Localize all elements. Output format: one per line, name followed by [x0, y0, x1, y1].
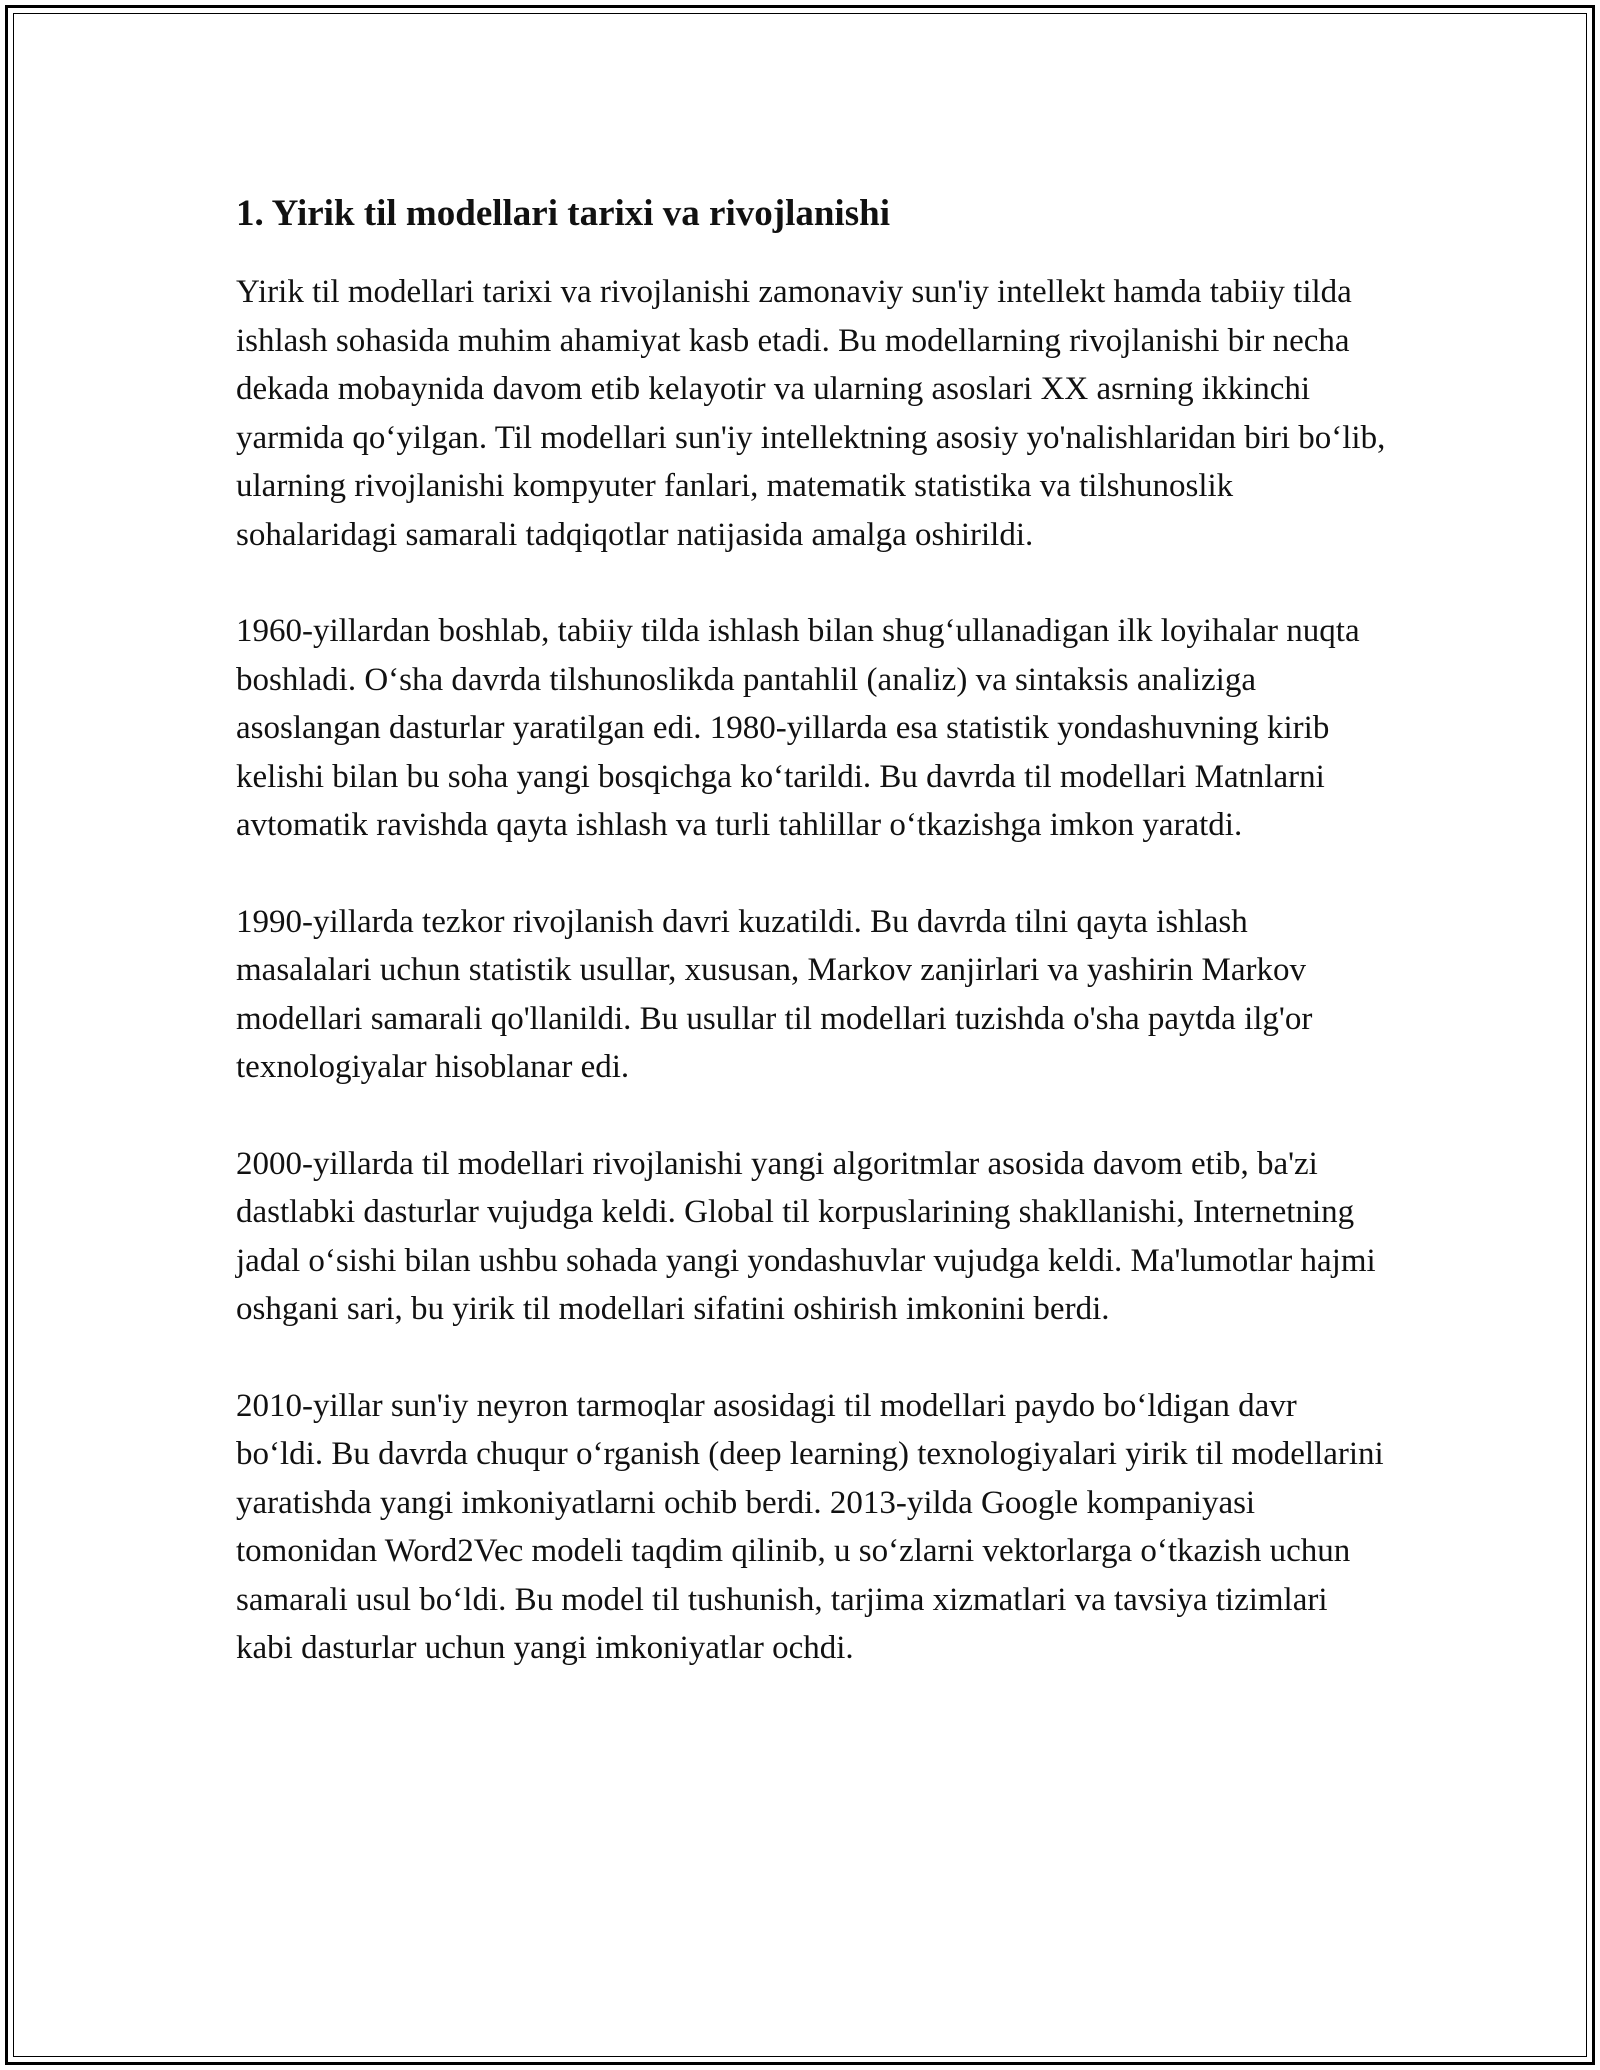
paragraph-1960s: 1960-yillardan boshlab, tabiiy tilda ishlash bilan shug‘ullanadigan ilk loyihalar nuqta boshladi. O‘sha davrda tilshunoslikda pantahlil (analiz) va sintaksis analiziga asoslangan dasturlar yaratilgan edi. 1980-yillarda esa statistik yondashuvning kirib kelishi bilan bu soha yangi bosqichga ko‘tarildi. Bu davrda til modellari Matnlarni avtomatik ravishda qayta ishlash va turli tahlillar o‘tkazishga imkon yaratdi. — [236, 613, 1360, 843]
section-heading: 1. Yirik til modellari tarixi va rivojlanishi — [236, 193, 890, 234]
paragraph-intro: Yirik til modellari tarixi va rivojlanishi zamonaviy sun'iy intellekt hamda tabiiy tilda ishlash sohasida muhim ahamiyat kasb etadi. Bu modellarning rivojlanishi bir necha dekada mobaynida davom etib kelayotir va ularning asoslari XX asrning ikkinchi yarmida qo‘yilgan. Til modellari sun'iy intellektning asosiy yo'nalishlaridan biri bo‘lib, ularning rivojlanishi kompyuter fanlari, matematik statistika va tilshunoslik sohalaridagi samarali tadqiqotlar natijasida amalga oshirildi. — [236, 274, 1386, 553]
paragraph-1990s: 1990-yillarda tezkor rivojlanish davri kuzatildi. Bu davrda tilni qayta ishlash masalalari uchun statistik usullar, xususan, Markov zanjirlari va yashirin Markov modellari samarali qo'llanildi. Bu usullar til modellari tuzishda o'sha paytda ilg'or texnologiyalar hisoblanar edi. — [236, 903, 1313, 1085]
paragraph-2000s: 2000-yillarda til modellari rivojlanishi yangi algoritmlar asosida davom etib, ba'zi dastlabki dasturlar vujudga keldi. Global til korpuslarining shakllanishi, Internetning jadal o‘sishi bilan ushbu sohada yangi yondashuvlar vujudga keldi. Ma'lumotlar hajmi oshgani sari, bu yirik til modellari sifatini oshirish imkonini berdi. — [236, 1145, 1376, 1327]
paragraph-2010s: 2010-yillar sun'iy neyron tarmoqlar asosidagi til modellari paydo bo‘ldigan davr bo‘ldi. Bu davrda chuqur o‘rganish (deep learning) texnologiyalari yirik til modellarini yaratishda yangi imkoniyatlarni ochib berdi. 2013-yilda Google kompaniyasi tomonidan Word2Vec modeli taqdim qilinib, u so‘zlarni vektorlarga o‘tkazish uchun samarali usul bo‘ldi. Bu model til tushunish, tarjima xizmatlari va tavsiya tizimlari kabi dasturlar uchun yangi imkoniyatlar ochdi. — [236, 1387, 1384, 1666]
document-body — [236, 186, 1386, 1721]
